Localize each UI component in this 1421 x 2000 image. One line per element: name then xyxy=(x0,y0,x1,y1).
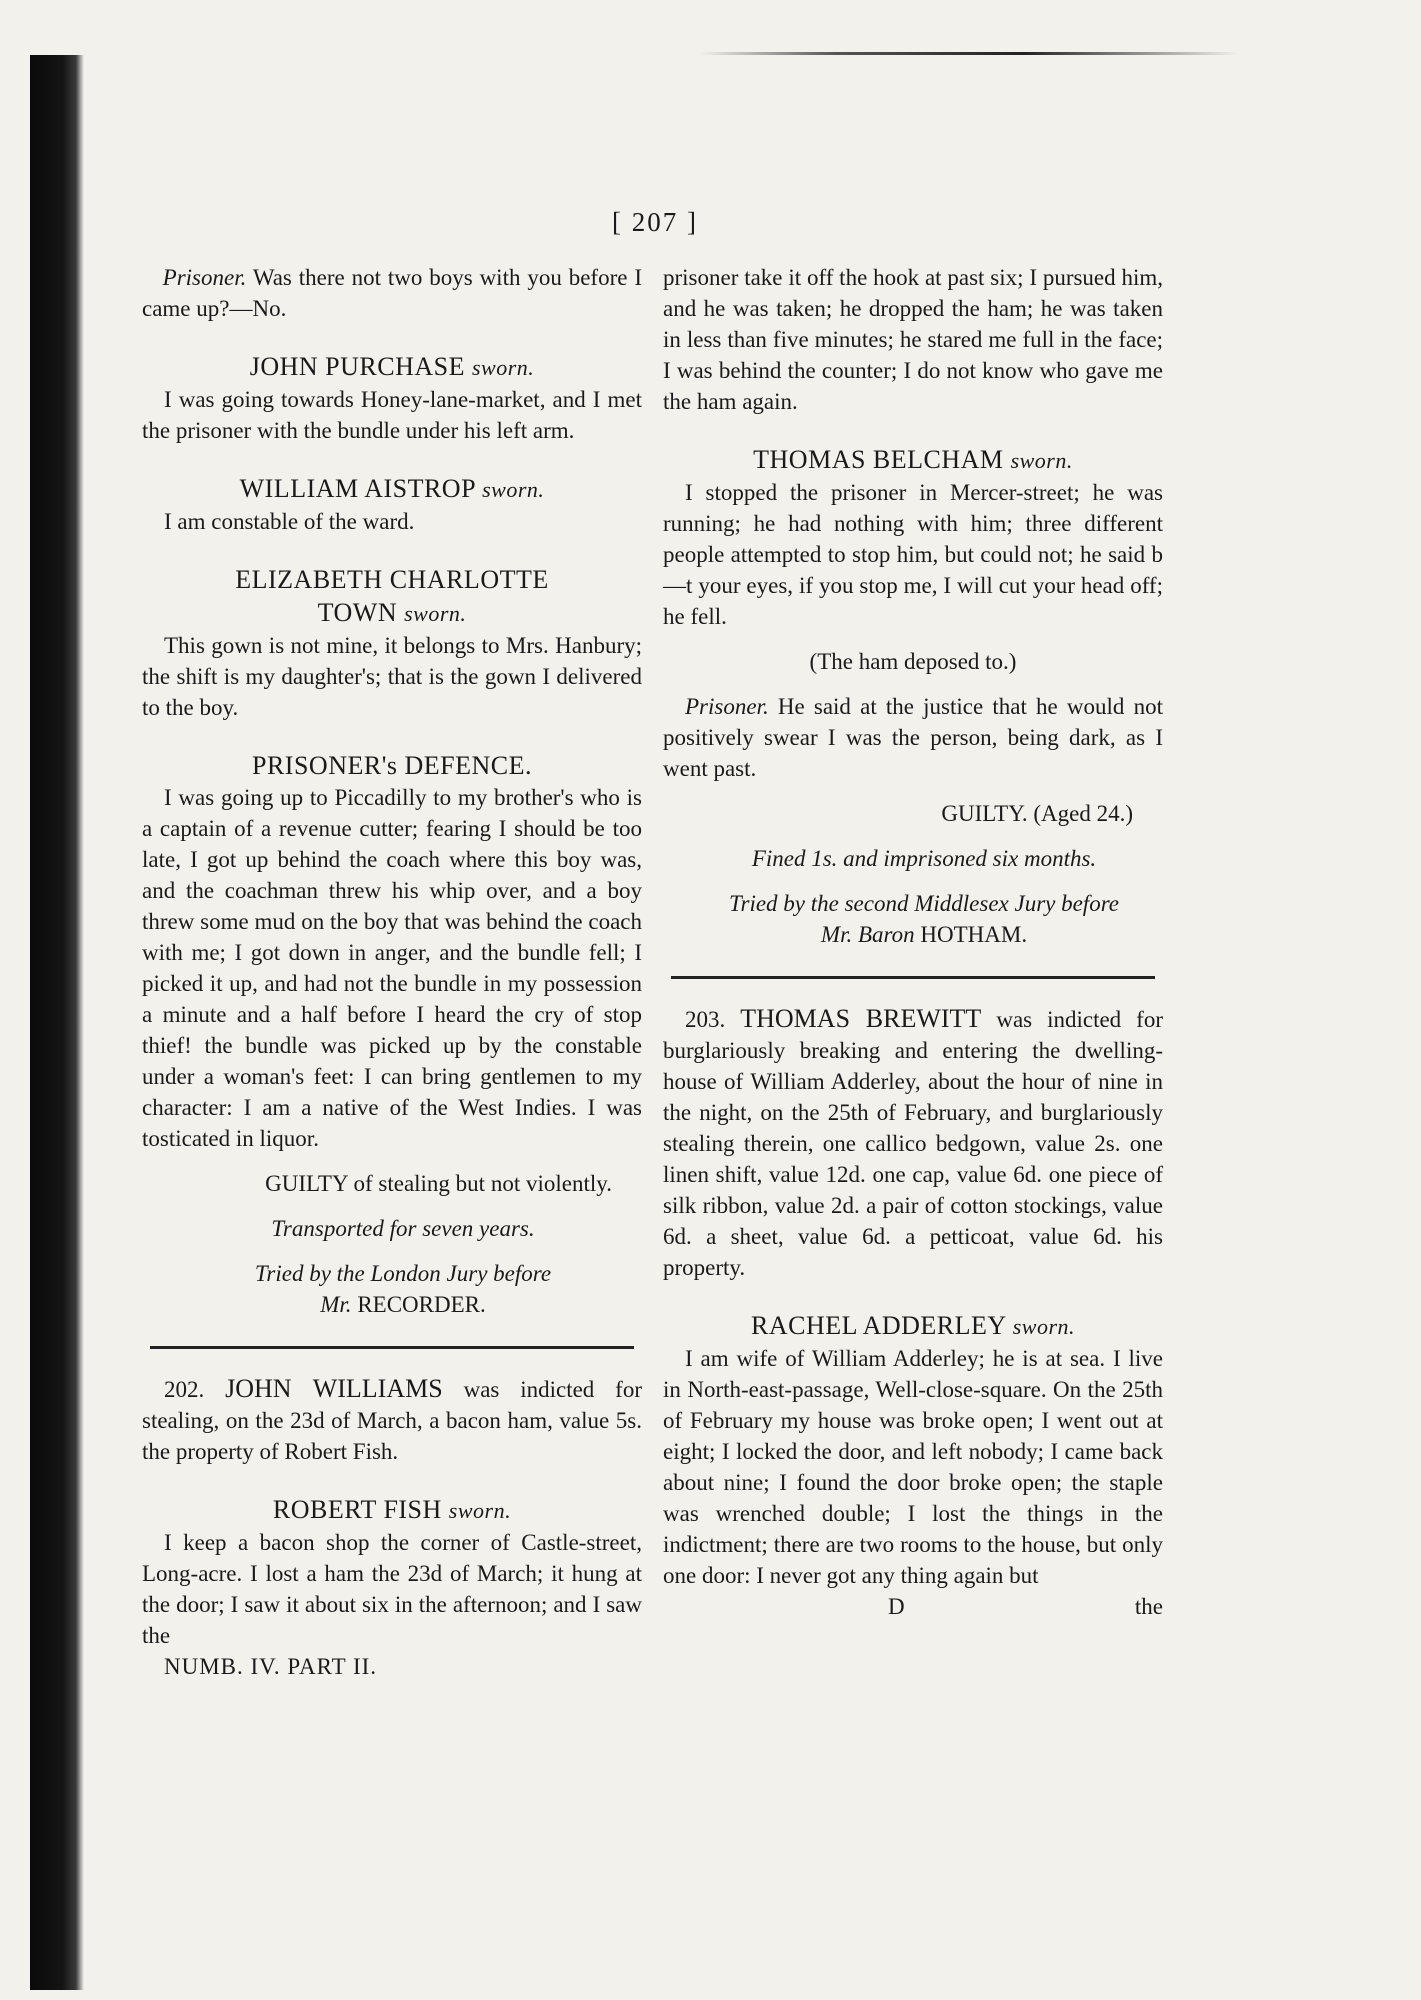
section-divider xyxy=(671,976,1155,979)
witness-name: ROBERT FISH xyxy=(272,1495,442,1524)
page-number: [ 207 ] xyxy=(612,207,698,237)
sworn-label: sworn. xyxy=(471,355,535,380)
testimony-paragraph: This gown is not mine, it belongs to Mrs. Hanbury; the shift is my daughter's; that is the gown I delivered to the boy. xyxy=(142,633,642,720)
tried-by: Tried by the London Jury before xyxy=(254,1261,552,1286)
footer-line xyxy=(663,1591,1163,1622)
witness-heading-cont xyxy=(142,596,642,630)
sworn-label: sworn. xyxy=(404,601,467,626)
sworn-label: sworn. xyxy=(448,1498,512,1523)
judge-name: HOTHAM. xyxy=(920,922,1028,947)
case-number: 203. xyxy=(685,1007,726,1032)
prisoner-statement xyxy=(663,691,1163,784)
sentence: Fined 1s. and imprisoned six months. xyxy=(751,846,1097,871)
testimony-text: He said at the justice that he would not positively swear I was the person, being dark, as I went past. xyxy=(663,694,1163,781)
case-paragraph xyxy=(663,1003,1163,1283)
sworn-label: sworn. xyxy=(482,477,545,502)
left-column xyxy=(142,262,642,1682)
catchword: the xyxy=(1134,1594,1163,1619)
witness-heading xyxy=(663,1309,1163,1343)
part-marker: NUMB. IV. PART II. xyxy=(164,1654,378,1679)
tried-by-judge xyxy=(142,1289,642,1320)
signature-mark: D xyxy=(888,1594,905,1619)
sworn-label: sworn. xyxy=(1012,1314,1076,1339)
defence-heading: PRISONER's DEFENCE. xyxy=(252,751,532,780)
witness-heading xyxy=(142,1493,642,1527)
verdict: GUILTY. (Aged 24.) xyxy=(941,801,1133,826)
prisoner-question xyxy=(142,262,642,324)
witness-heading xyxy=(142,350,642,384)
exhibit-note: (The ham deposed to.) xyxy=(809,649,1017,674)
testimony-paragraph: I am wife of William Adderley; he is at sea. I live in North-east-passage, Well-close-square. On the 25th of February my house was broke open; I went out at eight; I locked the door, and left nobody; I came back about nine; I found the door broke open; the staple was wrenched double; I lost the things in the indictment; there are two rooms to the house, but only one door: I never got any thing again but xyxy=(663,1346,1163,1588)
indictment-text: was indicted for burglariously breaking and entering the dwelling-house of William Adderley, about the hour of nine in the night, on the 25th of February, and burglariously stealing therein, one callico bedgown, value 2s. one linen shift, value 12d. one cap, value 6d. one piece of silk ribbon, value 2d. a pair of cotton stockings, value 6d. a sheet, value 6d. a petticoat, value 6d. his property. xyxy=(663,1007,1163,1280)
judge-name: RECORDER. xyxy=(357,1292,486,1317)
defence-paragraph: I was going up to Piccadilly to my brother's who is a captain of a revenue cutter; fearing I should be too late, I got up behind the coach where this boy was, and the coachman threw his whip over, and a boy threw some mud on the boy that was behind the coach with me; I got down in anger, and the bundle fell; I picked it up, and had not the bundle in my possession a minute and a half before I heard the cry of stop thief! the bundle was picked up by the constable under a woman's feet: I can bring gentlemen to my character: I am a native of the West Indies. I was tosticated in liquor. xyxy=(142,785,642,1151)
testimony-paragraph: I keep a bacon shop the corner of Castle-street, Long-acre. I lost a ham the 23d of March; it hung at the door; I saw it about six in the afternoon; and I saw the xyxy=(142,1530,642,1648)
speaker-label: Prisoner. xyxy=(162,265,247,290)
tried-by: Tried by the second Middlesex Jury before xyxy=(728,891,1120,916)
judge-title: Mr. Baron xyxy=(820,922,915,947)
witness-name: THOMAS BELCHAM xyxy=(753,445,1004,474)
section-divider xyxy=(150,1346,634,1349)
witness-heading xyxy=(142,563,642,596)
witness-name: JOHN PURCHASE xyxy=(249,352,465,381)
witness-name: TOWN xyxy=(317,598,398,627)
footer-line xyxy=(142,1651,642,1682)
sworn-label: sworn. xyxy=(1010,448,1073,473)
witness-heading xyxy=(142,472,642,506)
witness-name: ELIZABETH CHARLOTTE xyxy=(235,565,549,594)
indictment-text: was indicted for stealing, on the 23d of March, a bacon ham, value 5s. the property of Robert Fish. xyxy=(142,1377,642,1464)
testimony-paragraph: I was going towards Honey-lane-market, and I met the prisoner with the bundle under his left arm. xyxy=(142,387,642,443)
speaker-label: Prisoner. xyxy=(685,694,769,719)
right-column xyxy=(663,262,1163,1622)
book-binding-shadow xyxy=(30,55,84,1990)
witness-name: RACHEL ADDERLEY xyxy=(750,1311,1006,1340)
case-paragraph xyxy=(142,1373,642,1467)
verdict: GUILTY of stealing but not violently. xyxy=(265,1171,612,1196)
defendant-name: THOMAS BREWITT xyxy=(740,1004,982,1033)
defendant-name: JOHN WILLIAMS xyxy=(225,1374,443,1403)
testimony-paragraph: I stopped the prisoner in Mercer-street; he was running; he had nothing with him; three different people attempted to stop him, but could not; he said b—t your eyes, if you stop me, I will cut your head off; he fell. xyxy=(663,480,1163,629)
witness-name: WILLIAM AISTROP xyxy=(239,474,476,503)
judge-title: Mr. xyxy=(320,1292,352,1317)
witness-heading xyxy=(663,443,1163,477)
testimony-paragraph: prisoner take it off the hook at past six; I pursued him, and he was taken; he dropped the ham; he was taken in less than five minutes; he stared me full in the face; I was behind the counter; I do not know who gave me the ham again. xyxy=(663,265,1163,414)
top-edge-mark xyxy=(700,52,1240,55)
testimony-paragraph: I am constable of the ward. xyxy=(164,509,415,534)
tried-by-judge xyxy=(663,919,1163,950)
testimony-text: Was there not two boys with you before I came up?—No. xyxy=(142,265,642,321)
case-number: 202. xyxy=(164,1377,205,1402)
sentence: Transported for seven years. xyxy=(271,1216,535,1241)
